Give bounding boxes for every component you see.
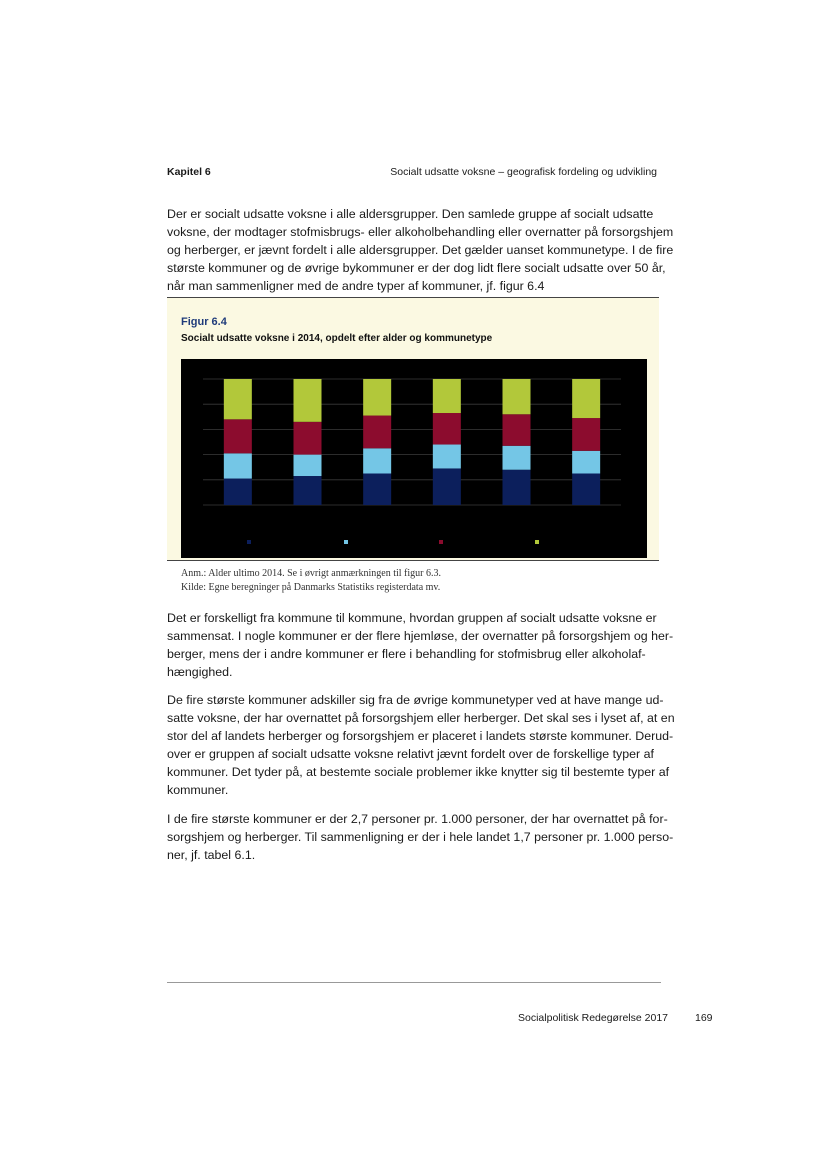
text-line: når man sammenligner med de andre typer af kommuner, jf. figur 6.4 [167, 279, 545, 293]
note-kilde: Kilde: Egne beregninger på Danmarks Statistiks registerdata mv. [181, 582, 441, 593]
paragraph-2 [167, 609, 674, 681]
figure-notes [181, 567, 441, 595]
text-line: kommuner. [167, 783, 229, 797]
bar-segment [224, 379, 252, 419]
bar-segment [433, 468, 461, 505]
figure-box [167, 297, 659, 561]
bar-segment [572, 379, 600, 418]
text-line: I de fire største kommuner er der 2,7 personer pr. 1.000 personer, der har overnattet på for- [167, 812, 668, 826]
text-line: stor del af landets herberger og forsorgshjem er placeret i landets største kommuner. Derud- [167, 729, 674, 743]
figure-title: Socialt udsatte voksne i 2014, opdelt efter alder og kommunetype [181, 333, 493, 344]
bar-segment [294, 476, 322, 505]
text-line: sammensat. I nogle kommuner er der flere hjemløse, der overnatter på forsorgshjem og her- [167, 629, 674, 643]
bar-segment [294, 455, 322, 476]
legend-swatch [535, 540, 539, 544]
bar-segment [503, 470, 531, 505]
bar-segment [433, 445, 461, 469]
text-line: Der er socialt udsatte voksne i alle aldersgrupper. Den samlede gruppe af socialt udsatte [167, 207, 654, 221]
text-line: hængighed. [167, 665, 233, 679]
bar-segment [224, 453, 252, 478]
bar-segment [572, 451, 600, 474]
paragraph-3 [167, 691, 675, 799]
bar-segment [572, 418, 600, 451]
text-line: De fire største kommuner adskiller sig fra de øvrige kommunetyper ved at have mange ud- [167, 693, 664, 707]
text-line: satte voksne, der har overnattet på forsorgshjem eller herberger. Det skal ses i lyset af, at en [167, 711, 675, 725]
text-line: og herberger, er jævnt fordelt i alle aldersgrupper. Det gælder uanset kommunetype. I de fire [167, 243, 674, 257]
bar-segment [224, 479, 252, 505]
text-line: berger, mens der i andre kommuner er flere i behandling for stofmisbrug eller alkoholaf- [167, 647, 646, 661]
figure-number: Figur 6.4 [181, 316, 227, 328]
note-anm: Anm.: Alder ultimo 2014. Se i øvrigt anmærkningen til figur 6.3. [181, 568, 441, 579]
legend-swatch [439, 540, 443, 544]
page-number: 169 [695, 1012, 713, 1024]
bar-segment [503, 446, 531, 470]
paragraph-4 [167, 810, 674, 864]
bar-segment [363, 474, 391, 506]
bar-segment [433, 413, 461, 445]
text-line: ner, jf. tabel 6.1. [167, 848, 256, 862]
bar-segment [363, 448, 391, 473]
text-line: voksne, der modtager stofmisbrugs- eller alkoholbehandling eller overnatter på forsorgshjem [167, 225, 674, 239]
publication-title: Socialpolitisk Redegørelse 2017 [518, 1012, 668, 1024]
bar-segment [224, 419, 252, 453]
section-title: Socialt udsatte voksne – geografisk fordeling og udvikling [390, 166, 657, 178]
bar-segment [503, 379, 531, 414]
legend-swatch [344, 540, 348, 544]
bar-segment [572, 474, 600, 506]
bar-segment [294, 422, 322, 455]
footer-divider [167, 982, 661, 983]
text-line: sorgshjem og herberger. Til sammenligning er der i hele landet 1,7 personer pr. 1.000 perso- [167, 830, 674, 844]
intro-paragraph [167, 205, 674, 295]
text-line: over er gruppen af socialt udsatte voksne relativt jævnt fordelt over de forskellige typer af [167, 747, 654, 761]
text-line: største kommuner og de øvrige bykommuner er der dog lidt flere socialt udsatte over 50 år, [167, 261, 666, 275]
bar-segment [294, 379, 322, 422]
chapter-label: Kapitel 6 [167, 166, 211, 178]
chart-area [181, 359, 647, 558]
text-line: kommuner. Det tyder på, at bestemte sociale problemer ikke knytter sig til bestemte typer af [167, 765, 670, 779]
bar-segment [503, 414, 531, 446]
text-line: Det er forskelligt fra kommune til kommune, hvordan gruppen af socialt udsatte voksne er [167, 611, 657, 625]
bar-segment [433, 379, 461, 413]
bar-segment [363, 416, 391, 449]
stacked-bar-chart [181, 359, 647, 558]
bar-segment [363, 379, 391, 416]
legend-swatch [247, 540, 251, 544]
